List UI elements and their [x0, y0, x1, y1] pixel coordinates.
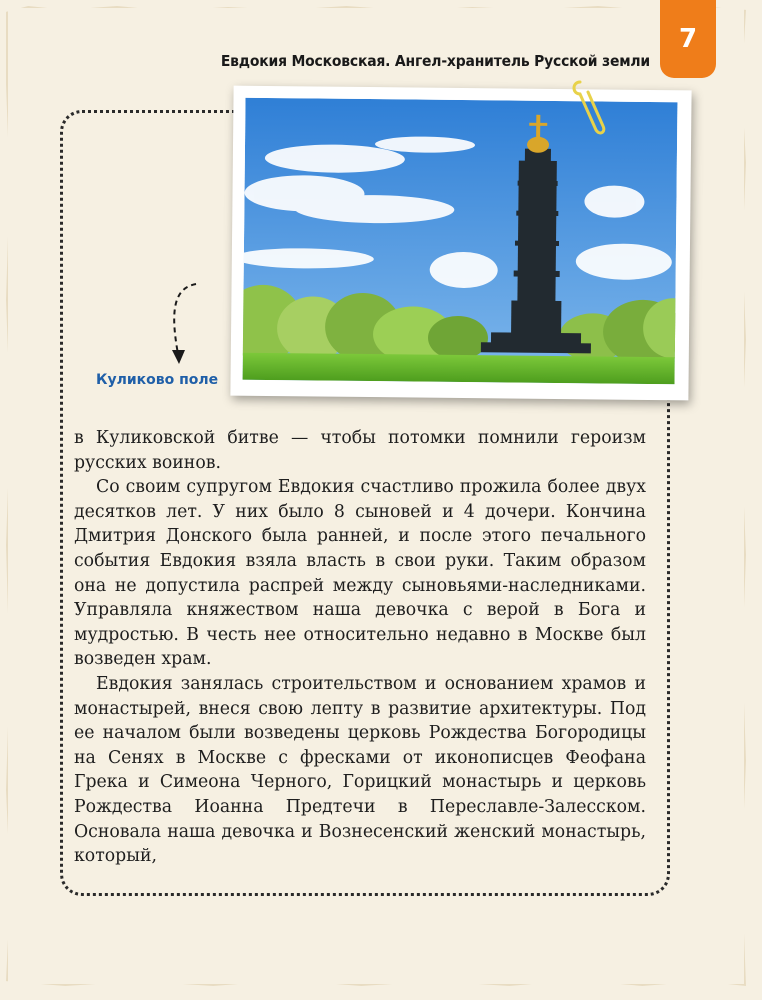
body-text: [74, 426, 646, 869]
paragraph-3: Евдокия занялась строительством и основанием храмов и монастырей, внеся свою лепту в развитие архитектуры. Под ее началом были возведены церковь Рождества Богородицы на Сенях в Москве с фресками от иконописцев Феофана Грека и Симеона Черного, Горицкий монастырь и церковь Рождества Иоанна Предтечи в Переславле-Залесском. Основала наша девочка и Вознесенский женский монастырь, который,: [74, 673, 646, 867]
page-number-tab: [660, 0, 716, 78]
paragraph-2: Со своим супругом Евдокия счастливо прожила более двух десятков лет. У них было 8 сыновей и 4 дочери. Кончина Дмитрия Донского была ранней, и после этого печального события Евдокия взяла власть в свои руки. Таким образом она не допустила распрей между сыновьями-наследниками. Управляла княжеством наша девочка с верой в Бога и мудростью. В честь нее относительно недавно в Москве был возведен храм.: [74, 477, 646, 670]
paragraph-1: в Куликовской битве — чтобы потомки помнили героизм русских воинов.: [74, 428, 646, 473]
page-number: 7: [678, 24, 698, 54]
dashed-arrow-icon: [160, 280, 200, 370]
figure-caption: Куликово поле: [96, 372, 219, 388]
monument-photo: [230, 86, 691, 401]
paperclip-icon: [568, 78, 608, 138]
running-header: Евдокия Московская. Ангел-хранитель Русской земли: [220, 52, 650, 70]
monument-photo-image: [243, 98, 678, 385]
